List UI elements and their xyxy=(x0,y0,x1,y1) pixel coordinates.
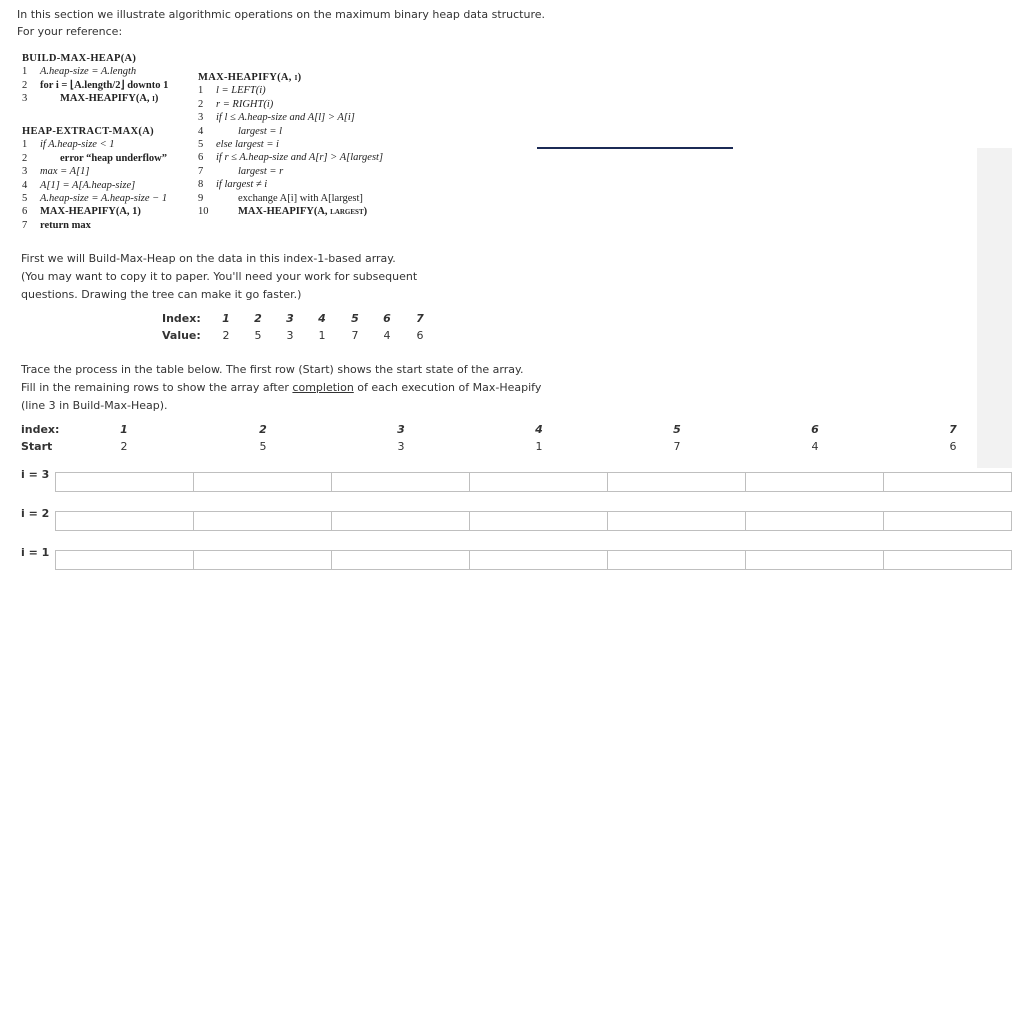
instructions-paragraph xyxy=(21,250,417,304)
table-index: 4 xyxy=(535,423,543,436)
start-value: 4 xyxy=(811,440,819,453)
answer-input-i1-1[interactable] xyxy=(55,550,194,570)
code-line: 3 MAX-HEAPIFY(A, i) xyxy=(22,93,159,105)
code-line: 7 largest = r xyxy=(198,165,284,177)
answer-input-i3-7[interactable] xyxy=(883,472,1012,492)
code-line: 10 MAX-HEAPIFY(A, largest) xyxy=(198,206,368,218)
array-value: 6 xyxy=(416,329,424,342)
trace-instructions xyxy=(21,361,541,415)
table-index: 1 xyxy=(120,423,128,436)
code-line: 6 if r ≤ A.heap-size and A[r] > A[largest] xyxy=(198,152,384,164)
answer-input-i3-3[interactable] xyxy=(331,472,470,492)
code-line: 1 A.heap-size = A.length xyxy=(22,66,137,78)
start-value: 7 xyxy=(673,440,681,453)
array-value: 4 xyxy=(383,329,391,342)
max-heapify-code xyxy=(198,71,383,218)
code-line: 1 if A.heap-size < 1 xyxy=(22,139,115,151)
code-line: 2 for i = ⌊A.length/2⌋ downto 1 xyxy=(22,79,169,91)
start-value: 5 xyxy=(259,440,267,453)
start-value: 1 xyxy=(535,440,543,453)
table-index-label: index: xyxy=(21,423,60,436)
code-line: 4 A[1] = A[A.heap-size] xyxy=(22,179,136,191)
heap-extract-max-code xyxy=(22,125,167,232)
paragraph-line: (line 3 in Build-Max-Heap). xyxy=(21,399,168,412)
answer-input-i3-6[interactable] xyxy=(745,472,884,492)
code-line: 9 exchange A[i] with A[largest] xyxy=(198,192,363,204)
answer-input-i2-5[interactable] xyxy=(607,511,746,531)
start-value: 6 xyxy=(949,440,957,453)
answer-input-i2-4[interactable] xyxy=(469,511,608,531)
table-index: 3 xyxy=(397,423,405,436)
array-index: 1 xyxy=(222,312,230,325)
array-value: 5 xyxy=(254,329,262,342)
array-index-label: Index: xyxy=(162,312,201,325)
code-line: 3 if l ≤ A.heap-size and A[l] > A[i] xyxy=(198,112,355,124)
answer-input-i3-2[interactable] xyxy=(193,472,332,492)
table-index: 6 xyxy=(811,423,819,436)
code-line: 7 return max xyxy=(22,219,91,231)
code-line: 8 if largest ≠ i xyxy=(198,179,268,191)
row-label-i3: i = 3 xyxy=(21,468,50,481)
answer-input-i1-5[interactable] xyxy=(607,550,746,570)
answer-input-i1-6[interactable] xyxy=(745,550,884,570)
array-index: 5 xyxy=(351,312,359,325)
array-index: 7 xyxy=(416,312,424,325)
array-value: 3 xyxy=(286,329,294,342)
answer-input-i3-1[interactable] xyxy=(55,472,194,492)
answer-input-i1-7[interactable] xyxy=(883,550,1012,570)
heap-extract-max-title: HEAP-EXTRACT-MAX(A) xyxy=(22,126,154,137)
answer-input-i2-7[interactable] xyxy=(883,511,1012,531)
code-line: 2 error “heap underflow” xyxy=(22,152,167,164)
paragraph-line: Fill in the remaining rows to show the array after completion of each execution of Max-Heapify xyxy=(21,381,542,394)
paragraph-line: questions. Drawing the tree can make it go faster.) xyxy=(21,288,302,301)
code-line: 3 max = A[1] xyxy=(22,166,90,178)
intro-text xyxy=(17,6,545,40)
array-value: 7 xyxy=(351,329,359,342)
side-panel xyxy=(977,148,1012,468)
answer-input-i2-2[interactable] xyxy=(193,511,332,531)
answer-input-i2-6[interactable] xyxy=(745,511,884,531)
row-label-i1: i = 1 xyxy=(21,546,50,559)
code-line: 6 MAX-HEAPIFY(A, 1) xyxy=(22,206,141,218)
completion-underlined: completion xyxy=(292,381,354,394)
answer-input-i1-4[interactable] xyxy=(469,550,608,570)
answer-input-i1-2[interactable] xyxy=(193,550,332,570)
answer-input-i1-3[interactable] xyxy=(331,550,470,570)
array-value: 1 xyxy=(318,329,326,342)
array-value-label: Value: xyxy=(162,329,201,342)
code-line: 4 largest = l xyxy=(198,125,283,137)
build-max-heap-title: BUILD-MAX-HEAP(A) xyxy=(22,53,137,64)
code-line: 5 else largest = i xyxy=(198,139,279,151)
intro-line-2: For your reference: xyxy=(17,25,123,38)
paragraph-line: (You may want to copy it to paper. You'll need your work for subsequent xyxy=(21,270,418,283)
code-line: 2 r = RIGHT(i) xyxy=(198,98,274,110)
divider-line xyxy=(537,147,733,149)
build-max-heap-code xyxy=(22,52,168,106)
code-line: 1 l = LEFT(i) xyxy=(198,85,266,97)
max-heapify-title: MAX-HEAPIFY(A, i) xyxy=(198,72,302,83)
table-index: 7 xyxy=(949,423,957,436)
start-value: 3 xyxy=(397,440,405,453)
table-index: 2 xyxy=(259,423,267,436)
array-index: 3 xyxy=(286,312,294,325)
array-index: 2 xyxy=(254,312,262,325)
answer-input-i2-1[interactable] xyxy=(55,511,194,531)
answer-input-i3-5[interactable] xyxy=(607,472,746,492)
row-label-i2: i = 2 xyxy=(21,507,50,520)
table-start-label: Start xyxy=(21,440,53,453)
table-index: 5 xyxy=(673,423,681,436)
paragraph-line: First we will Build-Max-Heap on the data in this index-1-based array. xyxy=(21,252,396,265)
array-value: 2 xyxy=(222,329,230,342)
answer-input-i2-3[interactable] xyxy=(331,511,470,531)
array-index: 4 xyxy=(318,312,326,325)
start-value: 2 xyxy=(120,440,128,453)
array-index: 6 xyxy=(383,312,391,325)
paragraph-line: Trace the process in the table below. The first row (Start) shows the start state of the array. xyxy=(21,363,524,376)
code-line: 5 A.heap-size = A.heap-size − 1 xyxy=(22,193,168,205)
answer-input-i3-4[interactable] xyxy=(469,472,608,492)
intro-line-1: In this section we illustrate algorithmic operations on the maximum binary heap data structure. xyxy=(17,8,546,21)
